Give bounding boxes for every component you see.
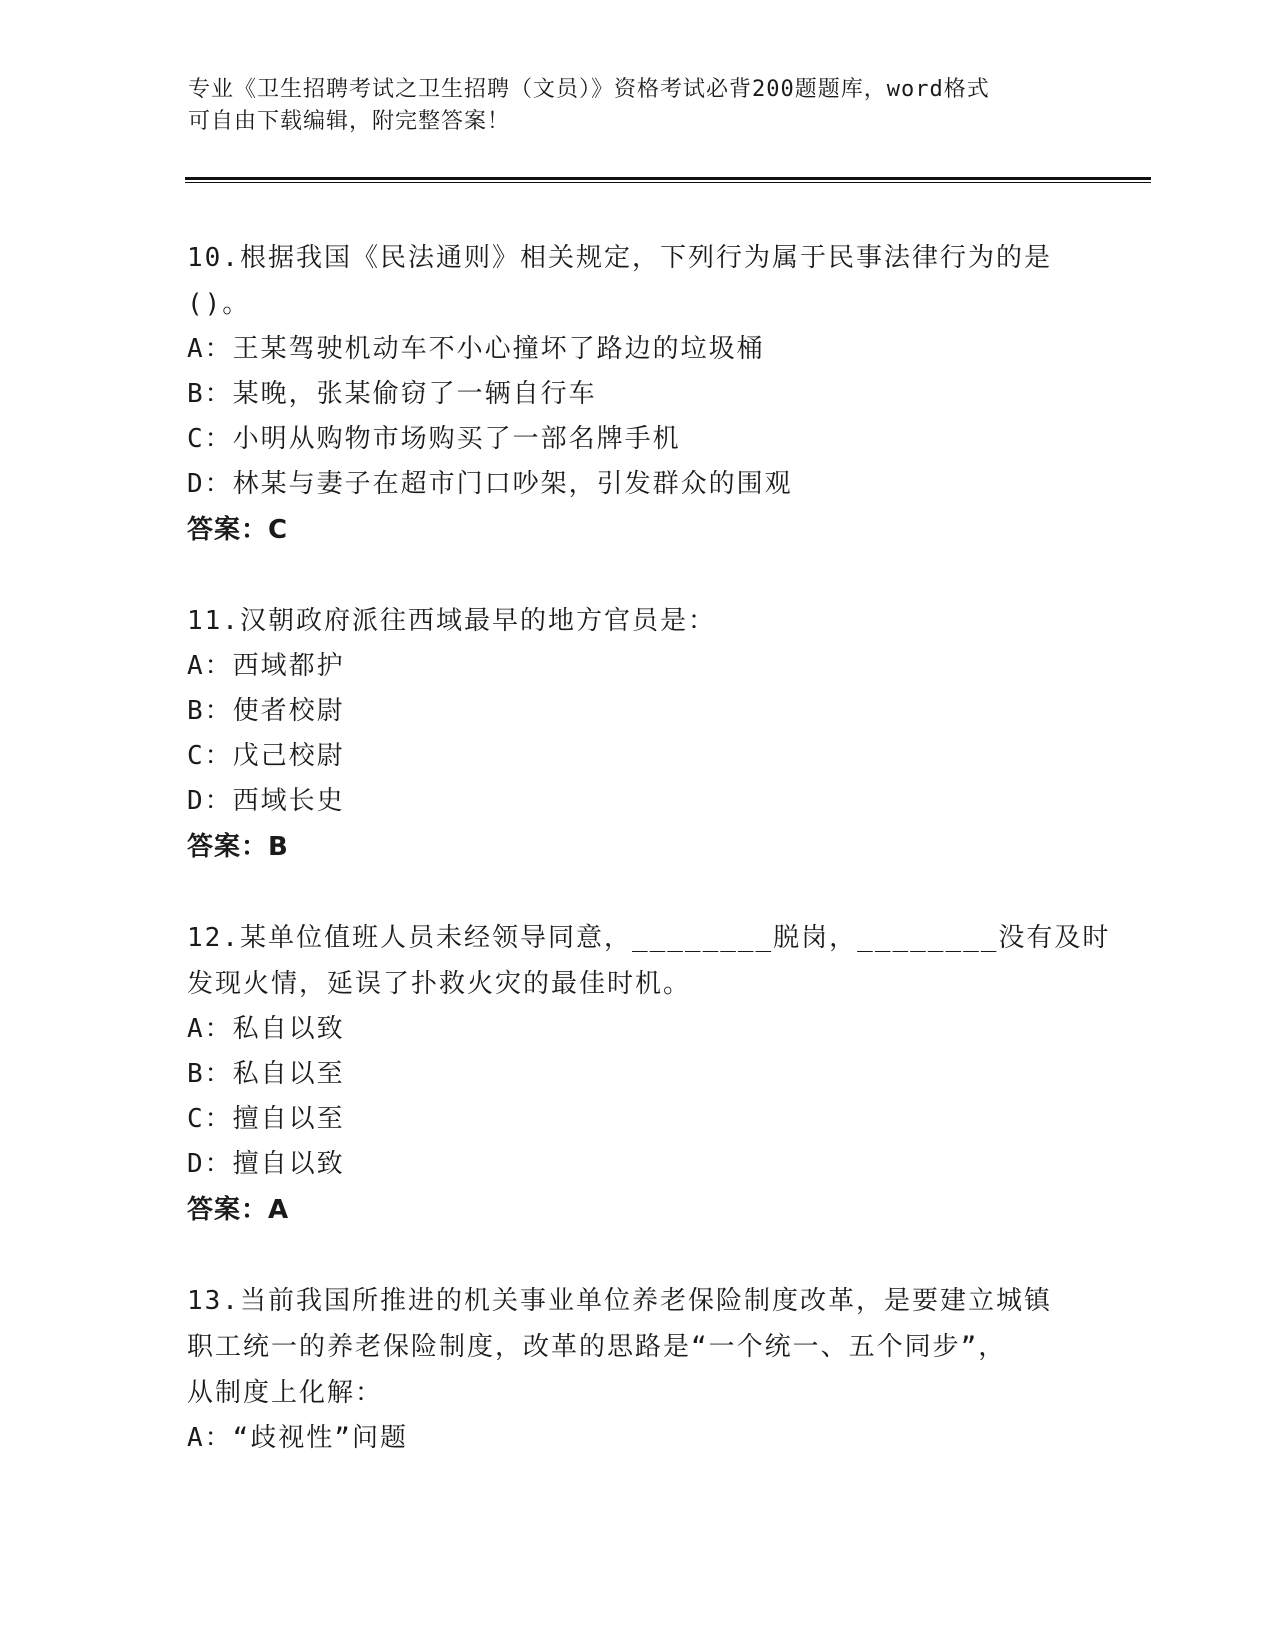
question-stem <box>187 915 1111 1007</box>
question-12 <box>187 915 1111 1233</box>
stem-line: 从制度上化解： <box>187 1378 384 1408</box>
stem-line: 职工统一的养老保险制度，改革的思路是“一个统一、五个同步”， <box>187 1332 1007 1362</box>
stem-line: 13.当前我国所推进的机关事业单位养老保险制度改革，是要建立城镇 <box>187 1286 1052 1316</box>
question-stem <box>187 598 1087 644</box>
question-list <box>187 235 1111 1506</box>
option-d: D：西域长史 <box>187 786 345 816</box>
option-a: A：王某驾驶机动车不小心撞坏了路边的垃圾桶 <box>187 334 765 364</box>
option-c: C：小明从购物市场购买了一部名牌手机 <box>187 424 681 454</box>
stem-line: 12.某单位值班人员未经领导同意，________脱岗，________没有及时 <box>187 923 1111 953</box>
header-divider <box>185 177 1151 180</box>
option-b: B：使者校尉 <box>187 696 345 726</box>
option-a: A：西域都护 <box>187 651 345 681</box>
stem-line: ()。 <box>187 289 251 319</box>
question-10 <box>187 235 1087 553</box>
document-header <box>188 74 1068 138</box>
header-divider-thin <box>185 182 1151 183</box>
question-11 <box>187 598 1087 870</box>
header-line: 可自由下载编辑，附完整答案！ <box>188 109 511 134</box>
option-d: D：擅自以致 <box>187 1149 345 1179</box>
stem-line: 11.汉朝政府派往西域最早的地方官员是： <box>187 606 716 636</box>
option-d: D：林某与妻子在超市门口吵架，引发群众的围观 <box>187 469 793 499</box>
answer: 答案：B <box>187 832 289 862</box>
stem-line: 10.根据我国《民法通则》相关规定，下列行为属于民事法律行为的是 <box>187 243 1052 273</box>
option-b: B：某晚，张某偷窃了一辆自行车 <box>187 379 597 409</box>
option-c: C：戊己校尉 <box>187 741 345 771</box>
option-c: C：擅自以至 <box>187 1104 345 1134</box>
option-a: A：“歧视性”问题 <box>187 1423 408 1453</box>
stem-line: 发现火情，延误了扑救火灾的最佳时机。 <box>187 969 692 999</box>
question-13 <box>187 1278 1087 1461</box>
question-stem <box>187 1278 1087 1416</box>
option-a: A：私自以致 <box>187 1014 345 1044</box>
header-line: 专业《卫生招聘考试之卫生招聘（文员）》资格考试必背200题题库，word格式 <box>188 77 990 102</box>
answer: 答案：C <box>187 515 289 545</box>
answer: 答案：A <box>187 1195 290 1225</box>
question-stem <box>187 235 1087 327</box>
option-b: B：私自以至 <box>187 1059 345 1089</box>
